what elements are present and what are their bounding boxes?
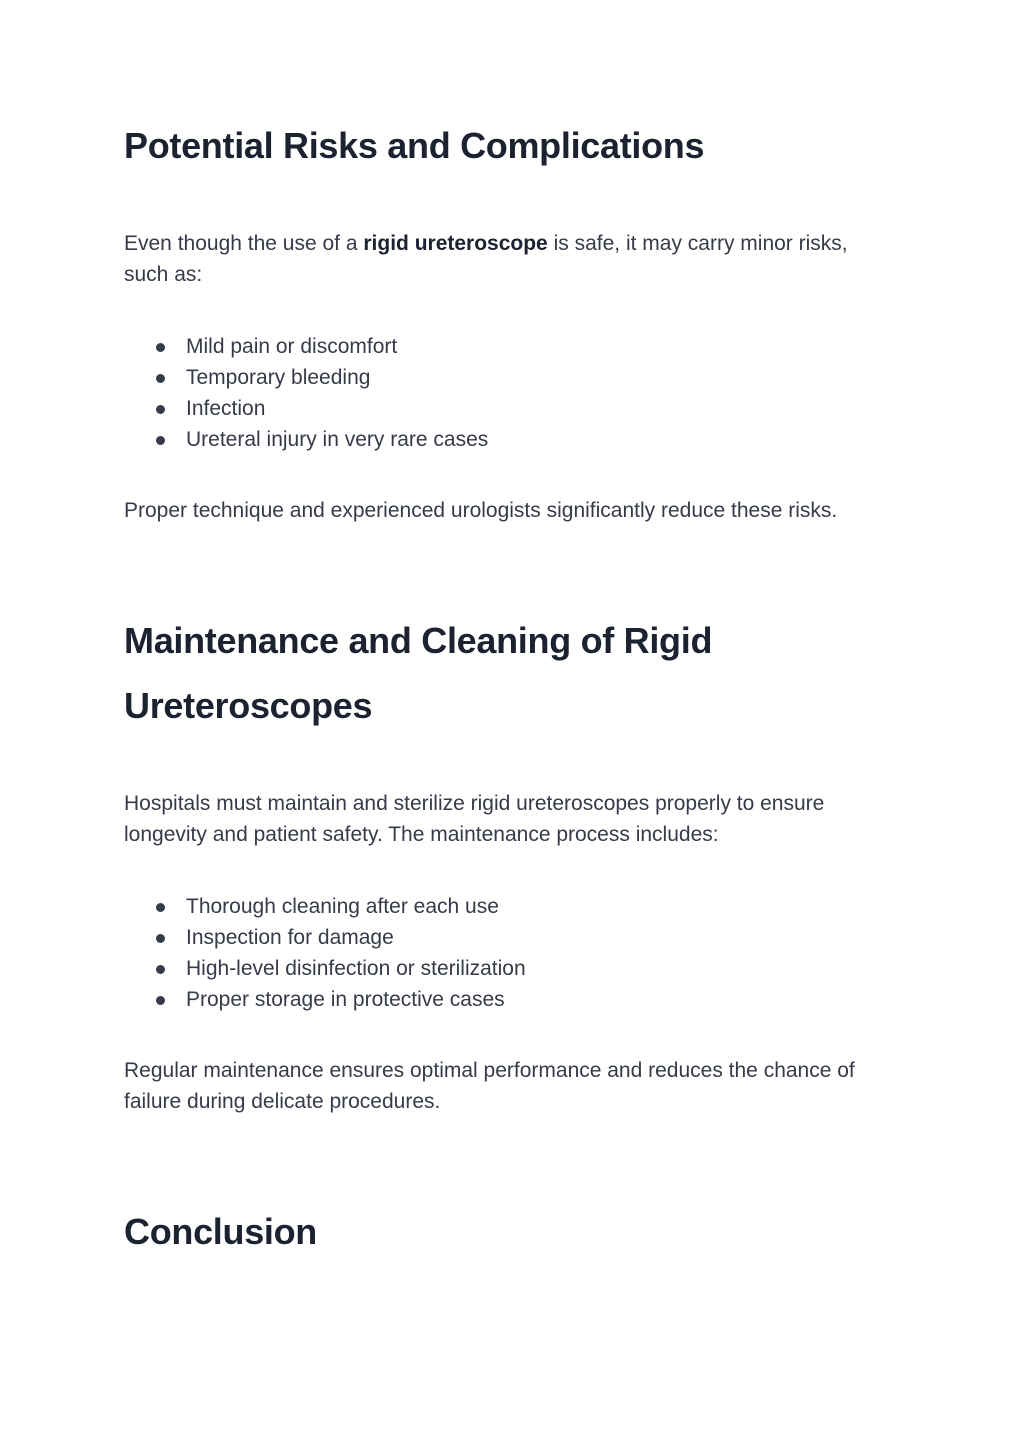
list-item: Proper storage in protective cases	[124, 984, 526, 1015]
maintenance-list	[124, 891, 526, 1015]
list-item: Ureteral injury in very rare cases	[124, 424, 488, 455]
risks-intro-bold-term: rigid ureteroscope	[363, 232, 548, 255]
heading-conclusion: Conclusion	[124, 1211, 317, 1252]
maintenance-closing-paragraph: Regular maintenance ensures optimal performance and reduces the chance of failure during delicate procedures.	[124, 1059, 855, 1113]
maintenance-intro-paragraph: Hospitals must maintain and sterilize rigid ureteroscopes properly to ensure longevity and patient safety. The maintenance process includes:	[124, 792, 825, 846]
risks-intro-paragraph	[124, 228, 894, 290]
heading-risks: Potential Risks and Complications	[124, 125, 705, 166]
risks-closing-paragraph: Proper technique and experienced urologists significantly reduce these risks.	[124, 499, 838, 522]
risks-intro-text-start: Even though the use of a	[124, 232, 364, 255]
list-item: High-level disinfection or sterilization	[124, 953, 526, 984]
risks-intro-text-end: is safe, it may carry minor risks, such as:	[124, 232, 848, 286]
heading-maintenance: Maintenance and Cleaning of Rigid Ureteroscopes	[124, 620, 713, 726]
list-item: Inspection for damage	[124, 922, 526, 953]
list-item: Mild pain or discomfort	[124, 331, 488, 362]
list-item: Infection	[124, 393, 488, 424]
list-item: Thorough cleaning after each use	[124, 891, 526, 922]
list-item: Temporary bleeding	[124, 362, 488, 393]
risks-list	[124, 331, 488, 455]
